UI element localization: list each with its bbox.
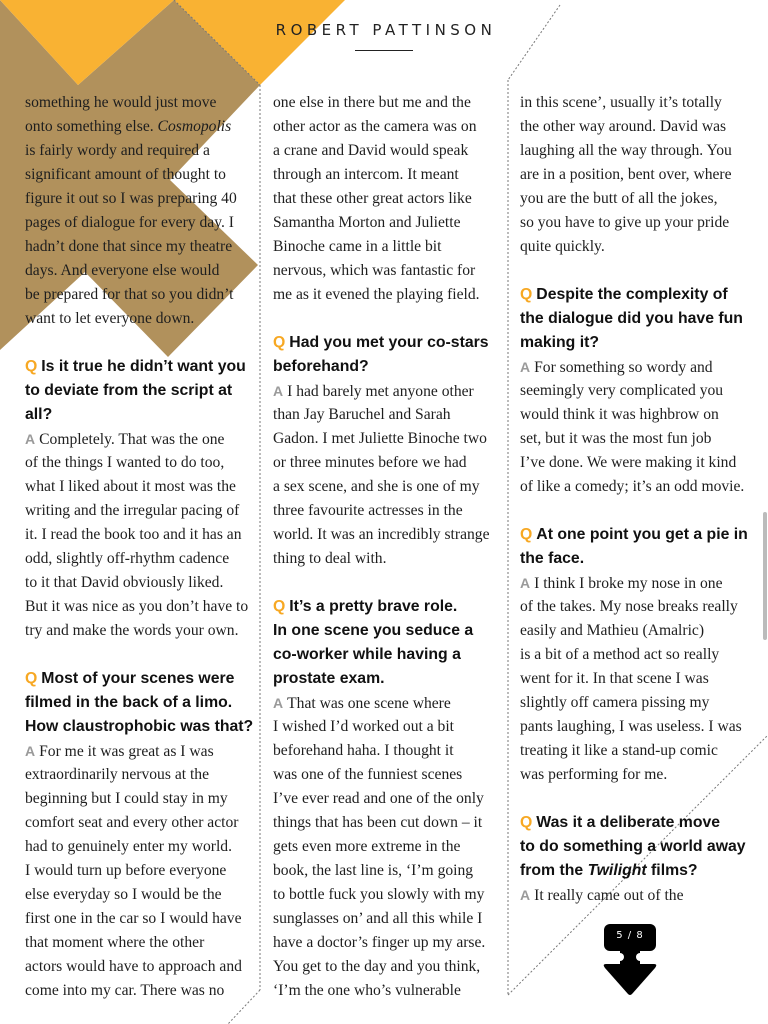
body-line <box>25 259 265 283</box>
line-text: a crane and David would speak <box>273 142 469 159</box>
answer-line <box>520 475 760 499</box>
line-text: ‘I’m the one who’s vulnerable <box>273 982 461 999</box>
line-text: to deviate from the script at <box>25 382 233 399</box>
line-text: You get to the day and you think, <box>273 958 481 975</box>
question-marker: Q <box>25 358 38 375</box>
line-text: that moment where the other <box>25 934 205 951</box>
answer-line <box>520 883 760 907</box>
question-line <box>25 691 265 715</box>
line-text: sunglasses on’ and all this while I <box>273 910 483 927</box>
line-text: comfort seat and every other actor <box>25 814 239 831</box>
line-text: days. And everyone else would <box>25 262 220 279</box>
line-text: set, but it was the most fun job <box>520 430 712 447</box>
body-line <box>273 235 513 259</box>
body-line <box>273 139 513 163</box>
paragraph-spacer <box>520 787 760 811</box>
line-text: easily and Mathieu (Amalric) <box>520 622 705 639</box>
answer-line <box>273 451 513 475</box>
line-text: world. It was an incredibly strange <box>273 526 490 543</box>
body-line <box>520 163 760 187</box>
scrollbar[interactable] <box>763 512 767 640</box>
question-marker: Q <box>25 670 38 687</box>
line-text: Was it a deliberate move <box>536 814 721 831</box>
answer-line <box>273 859 513 883</box>
line-text: come into my car. There was no <box>25 982 225 999</box>
body-line <box>25 307 265 331</box>
line-text: slightly off camera pissing my <box>520 694 710 711</box>
page-number: 5 / 8 <box>616 930 644 941</box>
answer-line <box>273 811 513 835</box>
body-line <box>520 211 760 235</box>
question-line <box>273 331 513 355</box>
line-text: book, the last line is, ‘I’m going <box>273 862 474 879</box>
paragraph-spacer <box>520 499 760 523</box>
answer-line <box>520 451 760 475</box>
answer-line <box>520 355 760 379</box>
body-line <box>520 187 760 211</box>
answer-line <box>25 619 265 643</box>
line-text: odd, slightly off-rhythm cadence <box>25 550 230 567</box>
answer-marker: A <box>273 383 284 399</box>
line-text: in this scene’, usually it’s totally <box>520 94 722 111</box>
body-line <box>25 187 265 211</box>
question-line <box>273 619 513 643</box>
line-text: to it that David obviously liked. <box>25 574 224 591</box>
answer-line <box>25 547 265 571</box>
answer-line <box>25 571 265 595</box>
line-text: onto something else. <box>25 118 158 135</box>
line-text: films? <box>646 862 698 879</box>
paragraph-spacer <box>273 571 513 595</box>
answer-line <box>273 427 513 451</box>
answer-line <box>273 403 513 427</box>
line-text: quite quickly. <box>520 238 605 255</box>
answer-line <box>520 403 760 427</box>
answer-line <box>273 979 513 1003</box>
answer-line <box>273 499 513 523</box>
line-text: the dialogue did you have fun <box>520 310 743 327</box>
question-line <box>520 331 760 355</box>
question-line <box>520 859 760 883</box>
body-line <box>25 163 265 187</box>
question-line <box>273 595 513 619</box>
question-line <box>273 643 513 667</box>
answer-line <box>273 763 513 787</box>
line-text: How claustrophobic was that? <box>25 718 254 735</box>
answer-line <box>520 619 760 643</box>
line-text: than Jay Baruchel and Sarah <box>273 406 451 423</box>
line-text: prostate exam. <box>273 670 385 687</box>
line-text: the other way around. David was <box>520 118 727 135</box>
answer-line <box>273 907 513 931</box>
line-text: other actor as the camera was on <box>273 118 477 135</box>
answer-line <box>25 451 265 475</box>
line-text: I had barely met anyone other <box>287 383 474 400</box>
line-text: I would turn up before everyone <box>25 862 227 879</box>
line-text: laughing all the way through. You <box>520 142 732 159</box>
line-text: that these other great actors like <box>273 190 472 207</box>
question-line <box>25 355 265 379</box>
paragraph-spacer <box>25 331 265 355</box>
line-text: was one of the funniest scenes <box>273 766 463 783</box>
body-line <box>273 115 513 139</box>
line-text: want to let everyone down. <box>25 310 195 327</box>
answer-line <box>273 883 513 907</box>
line-text: seemingly very complicated you <box>520 382 724 399</box>
line-text: are in a position, bent over, where <box>520 166 732 183</box>
line-text: figure it out so I was preparing 40 <box>25 190 237 207</box>
answer-line <box>25 955 265 979</box>
line-text: For something so wordy and <box>534 359 713 376</box>
line-text: filmed in the back of a limo. <box>25 694 233 711</box>
answer-line <box>273 523 513 547</box>
answer-line <box>273 715 513 739</box>
line-text: At one point you get a pie in <box>536 526 748 543</box>
question-marker: Q <box>273 334 286 351</box>
article-column-3 <box>520 91 760 907</box>
line-text: Is it true he didn’t want you <box>41 358 246 375</box>
answer-line <box>273 739 513 763</box>
line-text: making it? <box>520 334 599 351</box>
body-line <box>25 115 265 139</box>
line-text: beginning but I could stay in my <box>25 790 228 807</box>
line-text: Samantha Morton and Juliette <box>273 214 461 231</box>
body-line <box>25 91 265 115</box>
body-line <box>25 139 265 163</box>
line-text: hadn’t done that since my theatre <box>25 238 233 255</box>
line-text: I wished I’d worked out a bit <box>273 718 455 735</box>
answer-line <box>25 883 265 907</box>
body-line <box>273 283 513 307</box>
question-marker: Q <box>273 598 286 615</box>
answer-line <box>273 931 513 955</box>
line-text: For me it was great as I was <box>39 743 214 760</box>
question-marker: Q <box>520 526 533 543</box>
answer-line <box>25 811 265 835</box>
answer-marker: A <box>25 431 36 447</box>
question-line <box>520 835 760 859</box>
body-line <box>273 91 513 115</box>
line-text: extraordinarily nervous at the <box>25 766 210 783</box>
answer-marker: A <box>273 695 284 711</box>
answer-line <box>520 379 760 403</box>
line-text: Most of your scenes were <box>41 670 235 687</box>
answer-line <box>25 763 265 787</box>
body-line <box>273 211 513 235</box>
answer-marker: A <box>520 575 531 591</box>
paragraph-spacer <box>273 307 513 331</box>
answer-line <box>520 763 760 787</box>
line-text: something he would just move <box>25 94 217 111</box>
answer-line <box>25 835 265 859</box>
body-line <box>273 187 513 211</box>
answer-line <box>25 931 265 955</box>
line-text: or three minutes before we had <box>273 454 467 471</box>
line-text: three favourite actresses in the <box>273 502 463 519</box>
line-text: thing to deal with. <box>273 550 387 567</box>
question-marker: Q <box>520 814 533 831</box>
answer-line <box>25 787 265 811</box>
line-text: Despite the complexity of <box>536 286 728 303</box>
italic-title: Twilight <box>587 862 647 879</box>
line-text: one else in there but me and the <box>273 94 471 111</box>
line-text: went for it. In that scene I was <box>520 670 709 687</box>
answer-line <box>25 907 265 931</box>
body-line <box>25 235 265 259</box>
line-text: of like a comedy; it’s an odd movie. <box>520 478 745 495</box>
line-text: had to genuinely enter my world. <box>25 838 232 855</box>
question-line <box>520 307 760 331</box>
answer-line <box>25 523 265 547</box>
line-text: first one in the car so I would have <box>25 910 242 927</box>
line-text: I think I broke my nose in one <box>534 575 723 592</box>
question-line <box>25 379 265 403</box>
line-text: pants laughing, I was useless. I was <box>520 718 742 735</box>
body-line <box>520 139 760 163</box>
answer-line <box>273 379 513 403</box>
body-line <box>520 235 760 259</box>
line-text: try and make the words your own. <box>25 622 239 639</box>
answer-line <box>273 787 513 811</box>
answer-marker: A <box>520 359 531 375</box>
answer-line <box>25 499 265 523</box>
line-text: what I liked about it most was the <box>25 478 236 495</box>
answer-line <box>25 475 265 499</box>
paragraph-spacer <box>25 643 265 667</box>
line-text: significant amount of thought to <box>25 166 226 183</box>
article-header: ROBERT PATTINSON <box>275 21 497 39</box>
article-column-1 <box>25 91 265 1003</box>
body-line <box>520 115 760 139</box>
line-text: Binoche came in a little bit <box>273 238 442 255</box>
answer-line <box>25 595 265 619</box>
line-text: of the things I wanted to do too, <box>25 454 225 471</box>
question-line <box>25 715 265 739</box>
answer-marker: A <box>25 743 36 759</box>
line-text: beforehand? <box>273 358 369 375</box>
line-text: treating it like a stand-up comic <box>520 742 718 759</box>
line-text: That was one scene where <box>287 695 451 712</box>
line-text: else everyday so I would be the <box>25 886 222 903</box>
line-text: through an intercom. It meant <box>273 166 459 183</box>
line-text: all? <box>25 406 53 423</box>
line-text: gets even more extreme in the <box>273 838 461 855</box>
line-text: actors would have to approach and <box>25 958 242 975</box>
line-text: But it was nice as you don’t have to <box>25 598 249 615</box>
question-line <box>520 523 760 547</box>
body-line <box>273 163 513 187</box>
line-text: it. I read the book too and it has an <box>25 526 242 543</box>
question-line <box>520 811 760 835</box>
answer-line <box>520 715 760 739</box>
answer-line <box>273 547 513 571</box>
line-text: was performing for me. <box>520 766 668 783</box>
body-line <box>25 211 265 235</box>
divider-diagonal <box>508 5 560 80</box>
line-text: to bottle fuck you slowly with my <box>273 886 485 903</box>
question-line <box>520 547 760 571</box>
answer-line <box>520 595 760 619</box>
line-text: pages of dialogue for every day. I <box>25 214 234 231</box>
line-text: have a doctor’s finger up my arse. <box>273 934 486 951</box>
paragraph-spacer <box>520 259 760 283</box>
answer-line <box>25 979 265 1003</box>
line-text: Gadon. I met Juliette Binoche two <box>273 430 487 447</box>
line-text: you are the butt of all the jokes, <box>520 190 718 207</box>
line-text: writing and the irregular pacing of <box>25 502 240 519</box>
answer-line <box>273 475 513 499</box>
answer-marker: A <box>520 887 531 903</box>
line-text: In one scene you seduce a <box>273 622 474 639</box>
question-line <box>25 403 265 427</box>
line-text: It really came out of the <box>534 887 684 904</box>
answer-line <box>25 739 265 763</box>
answer-line <box>273 691 513 715</box>
question-line <box>273 355 513 379</box>
answer-line <box>520 691 760 715</box>
answer-line <box>273 835 513 859</box>
answer-line <box>273 955 513 979</box>
answer-line <box>520 571 760 595</box>
header-rule <box>355 50 413 51</box>
line-text: is fairly wordy and required a <box>25 142 210 159</box>
line-text: I’ve done. We were making it kind <box>520 454 737 471</box>
body-line <box>520 91 760 115</box>
body-line <box>273 259 513 283</box>
answer-line <box>25 427 265 451</box>
line-text: to do something a world away <box>520 838 746 855</box>
question-line <box>520 283 760 307</box>
line-text: from the <box>520 862 588 879</box>
line-text: me as it evened the playing field. <box>273 286 480 303</box>
line-text: would think it was highbrow on <box>520 406 719 423</box>
line-text: of the takes. My nose breaks really <box>520 598 738 615</box>
line-text: I’ve ever read and one of the only <box>273 790 484 807</box>
line-text: nervous, which was fantastic for <box>273 262 476 279</box>
line-text: Completely. That was the one <box>39 431 225 448</box>
article-column-2 <box>273 91 513 1003</box>
line-text: beforehand haha. I thought it <box>273 742 454 759</box>
answer-line <box>520 667 760 691</box>
question-marker: Q <box>520 286 533 303</box>
line-text: It’s a pretty brave role. <box>289 598 458 615</box>
body-line <box>25 283 265 307</box>
question-line <box>25 667 265 691</box>
line-text: a sex scene, and she is one of my <box>273 478 480 495</box>
line-text: so you have to give up your pride <box>520 214 730 231</box>
line-text: is a bit of a method act so really <box>520 646 720 663</box>
line-text: be prepared for that so you didn’t <box>25 286 234 303</box>
line-text: things that has been cut down – it <box>273 814 483 831</box>
line-text: Had you met your co-stars <box>289 334 489 351</box>
answer-line <box>520 643 760 667</box>
answer-line <box>25 859 265 883</box>
question-line <box>273 667 513 691</box>
answer-line <box>520 739 760 763</box>
line-text: the face. <box>520 550 585 567</box>
line-text: co-worker while having a <box>273 646 461 663</box>
answer-line <box>520 427 760 451</box>
italic-title: Cosmopolis <box>157 118 232 135</box>
